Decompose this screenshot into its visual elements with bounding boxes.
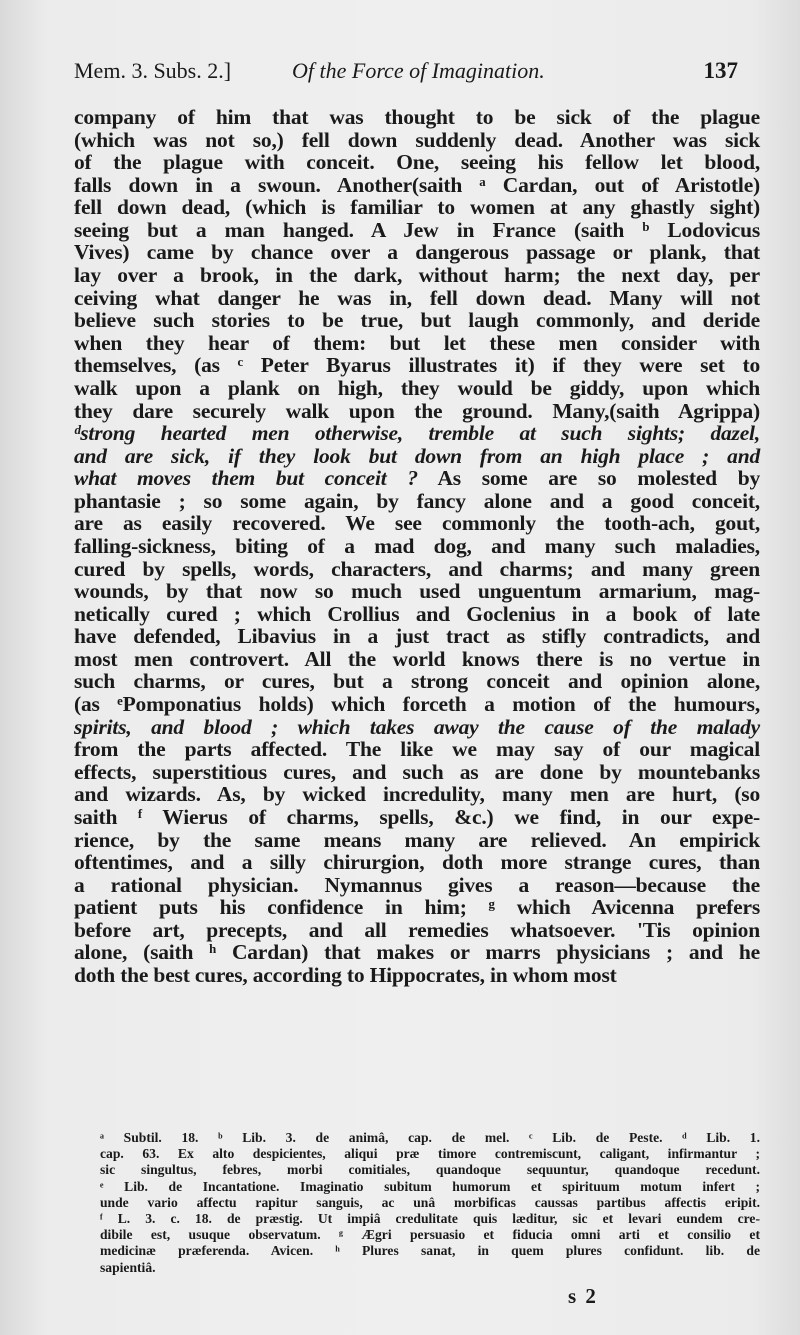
body-line: oftentimes, and a silly chirurgion, doth more strange cures, than xyxy=(74,850,760,875)
body-line: (which was not so,) fell down suddenly dead. Another was sick xyxy=(74,127,760,152)
body-line: from the parts affected. The like we may say of our magical xyxy=(74,737,760,762)
chapter-title: Of the Force of Imagination. xyxy=(292,58,545,83)
footnotes xyxy=(100,1130,760,1276)
footnote-line: sapientiâ. xyxy=(100,1259,156,1275)
body-line: saith ᶠ Wierus of charms, spells, &c.) we find, in our expe- xyxy=(74,804,760,829)
body-line: falling-sickness, biting of a mad dog, and many such maladies, xyxy=(74,533,760,558)
body-line: believe such stories to be true, but laugh commonly, and deride xyxy=(74,308,760,333)
footnote-line: cap. 63. Ex alto despicientes, aliqui præ timore contremiscunt, caligant, infirmantur ; xyxy=(100,1146,760,1162)
body-line: walk upon a plank on high, they would be giddy, upon which xyxy=(74,375,760,400)
body-line: what moves them but conceit ? As some are so molested by xyxy=(74,466,760,491)
body-line: rience, by the same means many are relieved. An empirick xyxy=(74,827,760,852)
footnote-line: unde vario affectu rapitur sanguis, ac unâ morbificas caussas partibus affectis eripit. xyxy=(100,1194,760,1210)
footnote-line: dibile est, usuque observatum. ᵍ Ægri persuasio et fiducia omni arti et consilio et xyxy=(100,1227,760,1243)
body-line: most men controvert. All the world knows there is no vertue in xyxy=(74,646,760,671)
body-line: phantasie ; so some again, by fancy alone and a good conceit, xyxy=(74,488,760,513)
body-line: such charms, or cures, but a strong conceit and opinion alone, xyxy=(74,669,760,694)
body-line: alone, (saith ʰ Cardan) that makes or marrs physicians ; and he xyxy=(74,940,760,965)
body-line: wounds, by that now so much used unguentum armarium, mag- xyxy=(74,579,760,604)
body-line: themselves, (as ᶜ Peter Byarus illustrates it) if they were set to xyxy=(74,353,760,378)
body-line: before art, precepts, and all remedies whatsoever. 'Tis opinion xyxy=(74,917,760,942)
body-line: are as easily recovered. We see commonly the tooth-ach, gout, xyxy=(74,511,760,536)
body-line: a rational physician. Nymannus gives a reason—because the xyxy=(74,872,760,897)
page-number: 137 xyxy=(703,58,738,83)
footnote-line: ᵉ Lib. de Incantatione. Imaginatio subitum humorum et spirituum motum infert ; xyxy=(100,1178,760,1194)
body-line: patient puts his confidence in him; ᵍ which Avicenna prefers xyxy=(74,895,760,920)
body-line: lay over a brook, in the dark, without harm; the next day, per xyxy=(74,263,760,288)
body-line: Vives) came by chance over a dangerous passage or plank, that xyxy=(74,240,760,265)
body-line: and wizards. As, by wicked incredulity, many men are hurt, (so xyxy=(74,782,760,807)
body-line: fell down dead, (which is familiar to women at any ghastly sight) xyxy=(74,195,760,220)
body-line: doth the best cures, according to Hippocrates, in whom most xyxy=(74,962,617,987)
body-line: spirits, and blood ; which takes away the cause of the malady xyxy=(74,714,760,739)
body-line: cured by spells, words, characters, and charms; and many green xyxy=(74,556,760,581)
body-line: of the plague with conceit. One, seeing his fellow let blood, xyxy=(74,150,760,175)
body-line: company of him that was thought to be sick of the plague xyxy=(74,105,760,129)
body-line: ᵈstrong hearted men otherwise, tremble at such sights; dazel, xyxy=(74,421,760,446)
running-head: Mem. 3. Subs. 2.] xyxy=(74,58,232,83)
page-header xyxy=(74,58,738,92)
footnote-line: ᶠ L. 3. c. 18. de præstig. Ut impiâ credulitate quis læditur, sic et levari eundem cre- xyxy=(100,1210,760,1226)
body-line: falls down in a swoun. Another(saith ᵃ Cardan, out of Aristotle) xyxy=(74,172,760,197)
body-line: have defended, Libavius in a just tract as stifly contradicts, and xyxy=(74,624,760,649)
body-line: netically cured ; which Crollius and Goclenius in a book of late xyxy=(74,601,760,626)
signature-mark: s 2 xyxy=(568,1284,598,1308)
body-line: (as ᵉPomponatius holds) which forceth a motion of the humours, xyxy=(74,692,760,717)
body-line: when they hear of them: but let these men consider with xyxy=(74,330,760,355)
body-line: seeing but a man hanged. A Jew in France (saith ᵇ Lodovicus xyxy=(74,217,760,242)
body-line: they dare securely walk upon the ground. Many,(saith Agrippa) xyxy=(74,398,760,423)
footnote-line: medicinæ præferenda. Avicen. ʰ Plures sanat, in quem plures confidunt. lib. de xyxy=(100,1243,760,1259)
footnote-line: ᵃ Subtil. 18. ᵇ Lib. 3. de animâ, cap. de mel. ᶜ Lib. de Peste. ᵈ Lib. 1. xyxy=(100,1130,760,1145)
body-line: ceiving what danger he was in, fell down dead. Many will not xyxy=(74,285,760,310)
body-line: effects, superstitious cures, and such as are done by mountebanks xyxy=(74,759,760,784)
body-line: and are sick, if they look but down from an high place ; and xyxy=(74,443,760,468)
footnote-line: sic singultus, febres, morbi comitiales, quandoque sequuntur, quandoque recedunt. xyxy=(100,1162,760,1178)
body-text xyxy=(74,106,760,987)
